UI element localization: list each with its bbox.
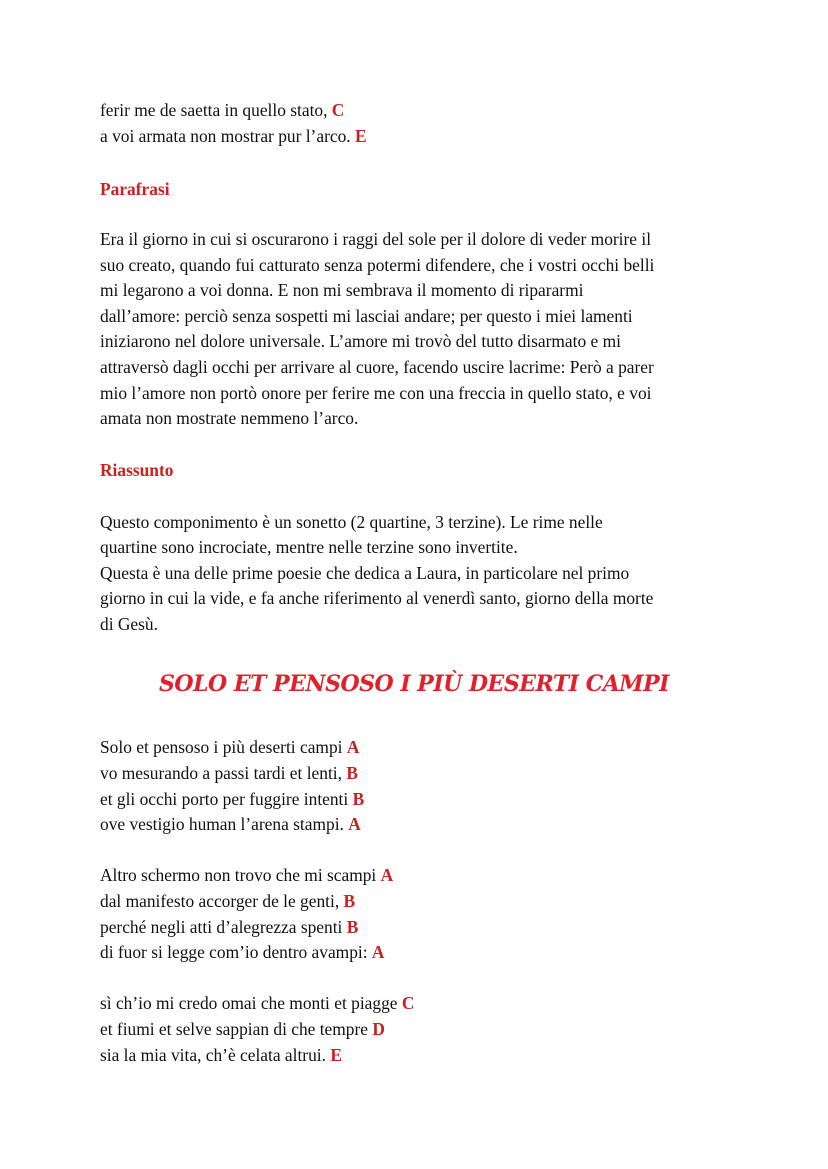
poem-title: SOLO ET PENSOSO I PIÙ DESERTI CAMPI bbox=[159, 671, 669, 698]
verse-line: Altro schermo non trovo che mi scampi A bbox=[100, 865, 394, 886]
rhyme-letter: D bbox=[372, 1019, 385, 1039]
rhyme-letter: A bbox=[371, 942, 385, 963]
verse-line: ove vestigio human l’arena stampi. A bbox=[100, 814, 361, 835]
paragraph-line: amata non mostrate nemmeno l’arco. bbox=[100, 408, 359, 429]
rhyme-letter: C bbox=[401, 993, 415, 1014]
verse-line: a voi armata non mostrar pur l’arco. E bbox=[100, 125, 367, 146]
rhyme-letter: B bbox=[346, 763, 358, 784]
verse-line: ferir me de saetta in quello stato, C bbox=[100, 100, 345, 120]
paragraph-line: attraversò dagli occhi per arrivare al cuore, facendo uscire lacrime: Però a parer bbox=[100, 356, 654, 377]
rhyme-letter: A bbox=[346, 737, 360, 758]
paragraph-line: Era il giorno in cui si oscurarono i raggi del sole per il dolore di veder morire il bbox=[100, 228, 652, 249]
section-heading-parafrasi: Parafrasi bbox=[100, 178, 170, 199]
top-stanza bbox=[100, 98, 740, 149]
paragraph-line: mio l’amore non portò onore per ferire me con una freccia in quello stato, e voi bbox=[100, 382, 652, 403]
paragraph-line: giorno in cui la vide, e fa anche riferimento al venerdì santo, giorno della morte bbox=[100, 588, 654, 609]
poem-stanza-1 bbox=[100, 735, 740, 837]
verse-line: dal manifesto accorger de le genti, B bbox=[100, 891, 356, 912]
rhyme-letter: A bbox=[348, 814, 361, 835]
verse-line: et gli occhi porto per fuggire intenti B bbox=[100, 788, 365, 809]
rhyme-letter: A bbox=[380, 865, 394, 886]
verse-line: perché negli atti d’alegrezza spenti B bbox=[100, 916, 359, 937]
verse-line: sia la mia vita, ch’è celata altrui. E bbox=[100, 1044, 342, 1065]
paragraph-line: di Gesù. bbox=[100, 613, 158, 634]
paragraph-line: Questo componimento è un sonetto (2 quartine, 3 terzine). Le rime nelle bbox=[100, 511, 603, 532]
poem-stanza-3 bbox=[100, 991, 740, 1068]
verse-line: Solo et pensoso i più deserti campi A bbox=[100, 737, 360, 758]
rhyme-letter: B bbox=[352, 788, 365, 809]
rhyme-letter: B bbox=[346, 916, 359, 937]
rhyme-letter: E bbox=[330, 1044, 342, 1065]
section-heading-riassunto: Riassunto bbox=[100, 460, 174, 481]
rhyme-letter: C bbox=[331, 100, 345, 120]
paragraph-line: suo creato, quando fui catturato senza potermi difendere, che i vostri occhi belli bbox=[100, 254, 655, 275]
paragraph-line: mi legarono a voi donna. E non mi sembrava il momento di ripararmi bbox=[100, 280, 584, 301]
rhyme-letter: B bbox=[343, 891, 356, 912]
paragraph-line: quartine sono incrociate, mentre nelle terzine sono invertite. bbox=[100, 537, 518, 558]
paragraph-line: Questa è una delle prime poesie che dedica a Laura, in particolare nel primo bbox=[100, 562, 630, 583]
riassunto-text bbox=[100, 510, 740, 638]
verse-line: et fiumi et selve sappian di che tempre D bbox=[100, 1019, 385, 1039]
poem-stanza-2 bbox=[100, 863, 740, 965]
rhyme-letter: E bbox=[354, 125, 367, 146]
verse-line: sì ch’io mi credo omai che monti et piagge C bbox=[100, 993, 415, 1014]
verse-line: di fuor si legge com’io dentro avampi: A bbox=[100, 942, 385, 963]
verse-line: vo mesurando a passi tardi et lenti, B bbox=[100, 763, 358, 784]
document-page bbox=[100, 98, 740, 1068]
paragraph-line: iniziarono nel dolore universale. L’amore mi trovò del tutto disarmato e mi bbox=[100, 331, 621, 352]
parafrasi-text bbox=[100, 227, 740, 432]
paragraph-line: dall’amore: perciò senza sospetti mi lasciai andare; per questo i miei lamenti bbox=[100, 305, 633, 326]
